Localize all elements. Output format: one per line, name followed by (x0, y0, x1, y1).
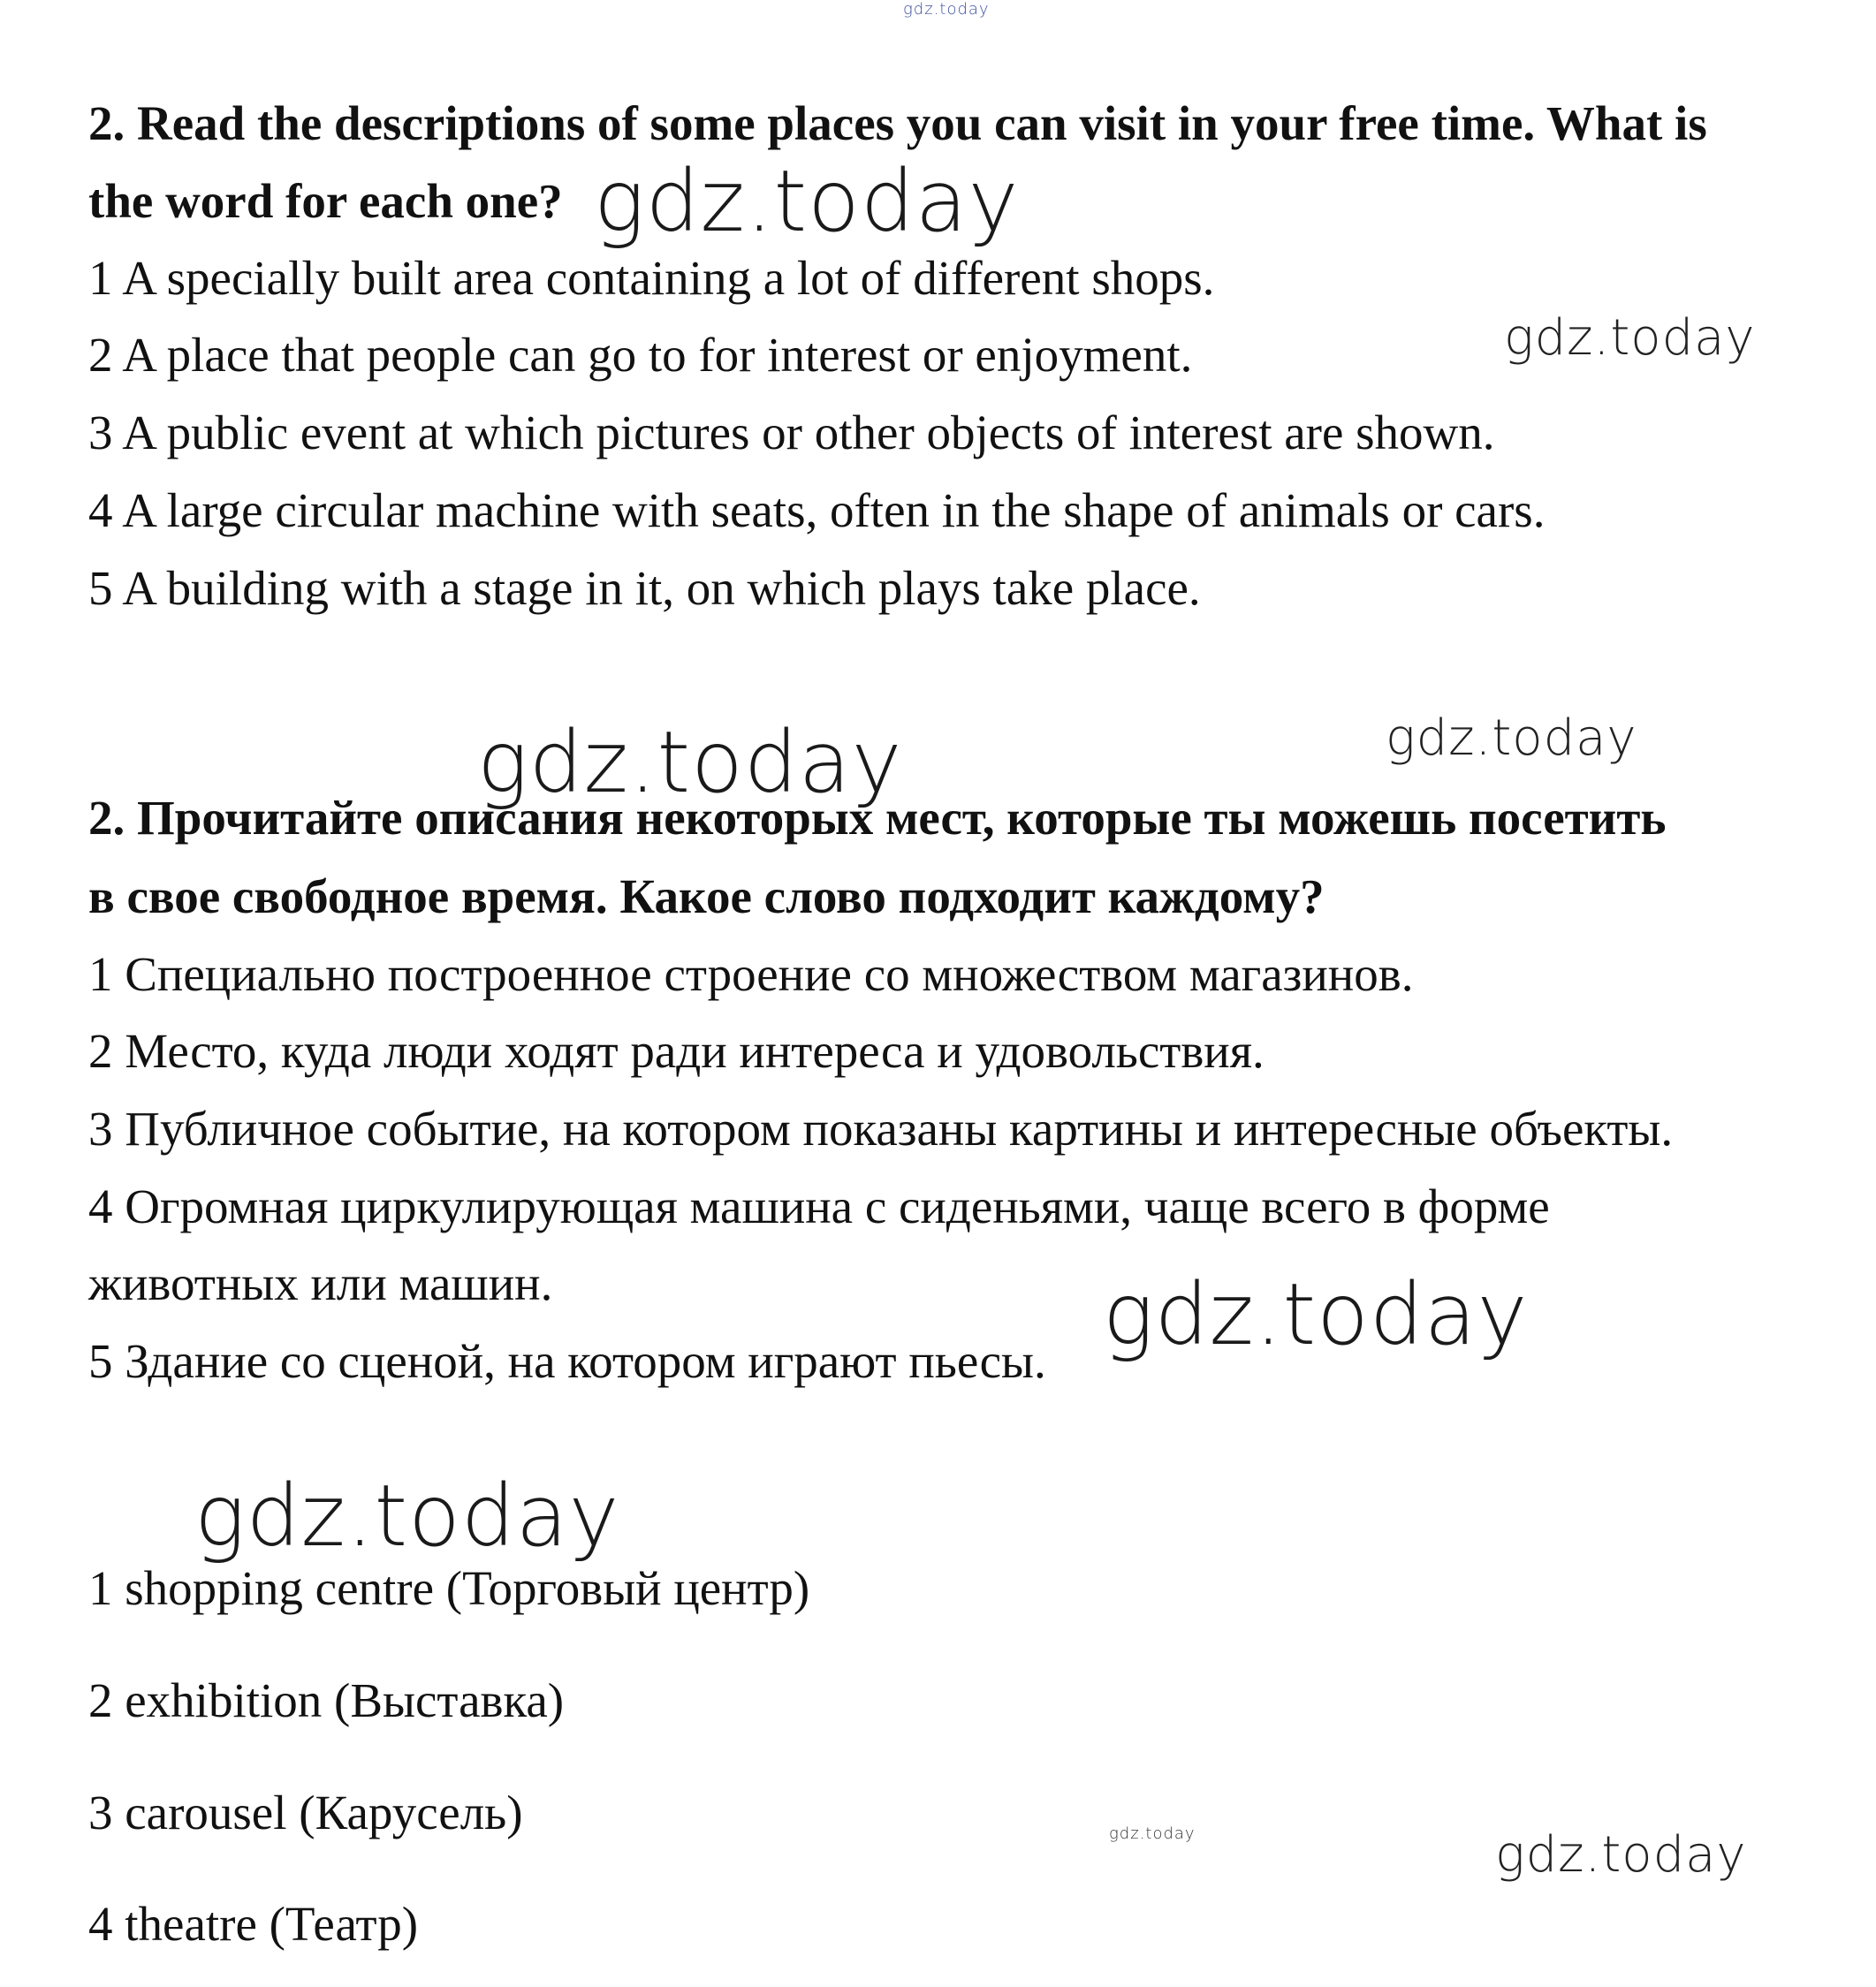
watermark-2: gdz.today (1504, 309, 1756, 367)
russian-item-1: 1 Специально построенное строение со множеством магазинов. (88, 947, 1414, 1001)
russian-item-2: 2 Место, куда люди ходят ради интереса и удовольствия. (88, 1024, 1265, 1078)
english-heading-line-2: the word for each one? (88, 174, 563, 228)
watermark-top: gdz.today (903, 0, 990, 19)
answer-3: 3 carousel (Карусель) (88, 1786, 523, 1839)
english-heading-line-1: 2. Read the descriptions of some places you can visit in your free time. What is (88, 96, 1707, 150)
russian-heading-line-2: в свое свободное время. Какое слово подходит каждому? (88, 869, 1325, 923)
watermark-4: gdz.today (1386, 709, 1637, 767)
russian-item-5: 5 Здание со сценой, на котором играют пьесы. (88, 1334, 1046, 1388)
watermark-1: gdz.today (594, 152, 1020, 251)
watermark-5: gdz.today (1103, 1265, 1529, 1364)
russian-item-4-continued: животных или машин. (88, 1256, 553, 1310)
answer-2: 2 exhibition (Выставка) (88, 1673, 565, 1727)
watermark-3: gdz.today (477, 713, 903, 812)
answer-1: 1 shopping centre (Торговый центр) (88, 1561, 810, 1615)
watermark-7: gdz.today (1109, 1824, 1196, 1843)
english-item-1: 1 A specially built area containing a lot of different shops. (88, 251, 1215, 305)
english-item-5: 5 A building with a stage in it, on which plays take place. (88, 561, 1201, 615)
english-item-3: 3 A public event at which pictures or other objects of interest are shown. (88, 406, 1495, 459)
watermark-8: gdz.today (1495, 1826, 1747, 1884)
russian-item-4: 4 Огромная циркулирующая машина с сиденьями, чаще всего в форме (88, 1179, 1550, 1233)
russian-heading-line-1: 2. Прочитайте описания некоторых мест, которые ты можешь посетить (88, 791, 1667, 845)
english-item-4: 4 A large circular machine with seats, often in the shape of animals or cars. (88, 483, 1546, 537)
answer-4: 4 theatre (Театр) (88, 1897, 419, 1951)
russian-item-3: 3 Публичное событие, на котором показаны картины и интересные объекты. (88, 1102, 1674, 1156)
english-item-2: 2 A place that people can go to for interest or enjoyment. (88, 328, 1193, 382)
watermark-6: gdz.today (194, 1467, 620, 1566)
